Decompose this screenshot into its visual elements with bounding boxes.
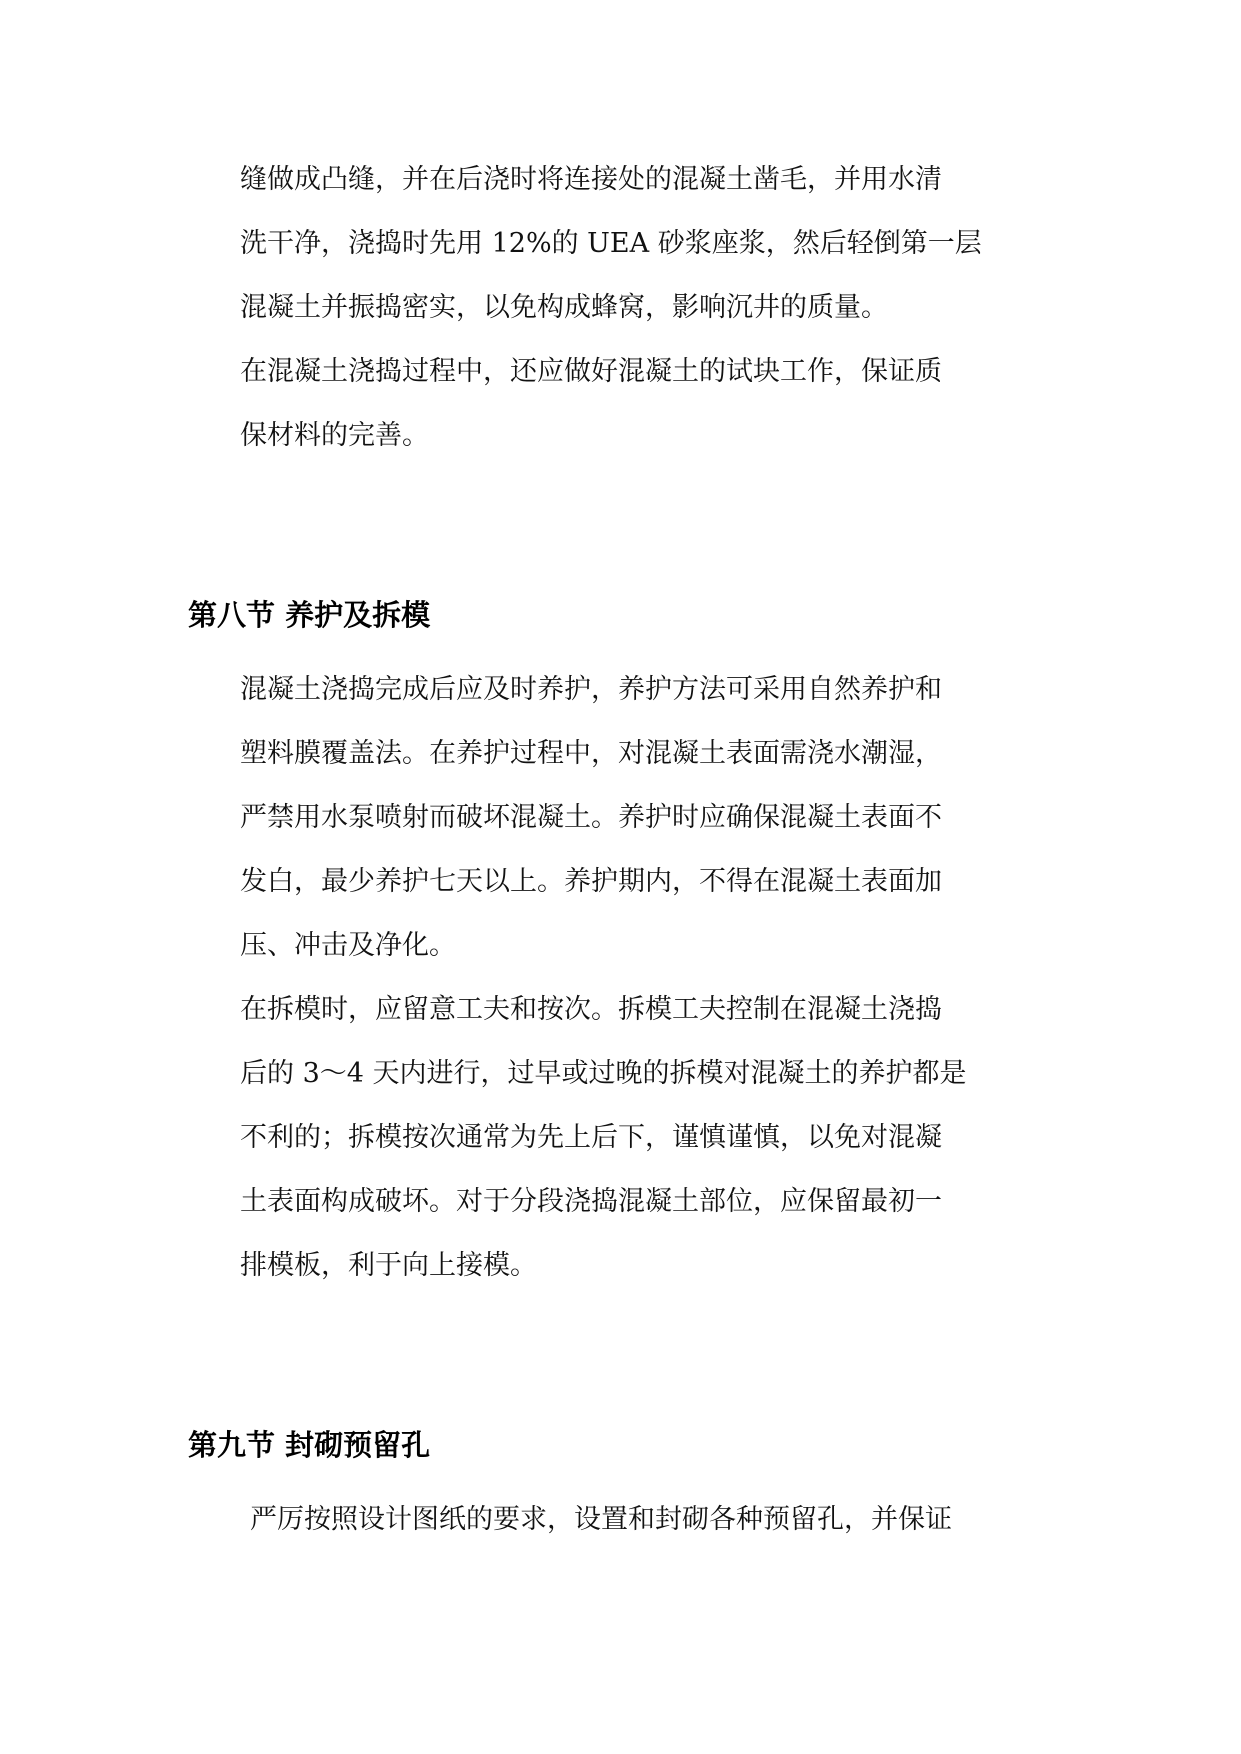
body-text-line: 后的 3～4 天内进行，过早或过晚的拆模对混凝土的养护都是 [240, 1058, 967, 1089]
body-text-line: 压、冲击及净化。 [240, 930, 456, 961]
body-text-line: 在混凝土浇捣过程中，还应做好混凝土的试块工作，保证质 [240, 356, 942, 387]
body-text-line: 土表面构成破坏。对于分段浇捣混凝土部位，应保留最初一 [240, 1186, 942, 1217]
body-text-line: 严厉按照设计图纸的要求，设置和封砌各种预留孔，并保证 [250, 1504, 952, 1535]
body-text-line: 塑料膜覆盖法。在养护过程中，对混凝土表面需浇水潮湿， [240, 738, 942, 769]
body-text-line: 排模板，利于向上接模。 [240, 1250, 537, 1281]
body-text-line: 保材料的完善。 [240, 420, 429, 451]
section-heading: 第九节 封砌预留孔 [188, 1428, 431, 1462]
body-text-line: 混凝土并振捣密实，以免构成蜂窝，影响沉井的质量。 [240, 292, 888, 323]
body-text-line: 发白，最少养护七天以上。养护期内，不得在混凝土表面加 [240, 866, 942, 897]
body-text-line: 混凝土浇捣完成后应及时养护，养护方法可采用自然养护和 [240, 674, 942, 705]
body-text-line: 缝做成凸缝，并在后浇时将连接处的混凝土凿毛，并用水清 [240, 164, 942, 195]
body-text-line: 洗干净，浇捣时先用 12%的 UEA 砂浆座浆，然后轻倒第一层 [240, 228, 982, 259]
body-text-line: 在拆模时，应留意工夫和按次。拆模工夫控制在混凝土浇捣 [240, 994, 942, 1025]
body-text-line: 不利的；拆模按次通常为先上后下，谨慎谨慎，以免对混凝 [240, 1122, 942, 1153]
body-text-line: 严禁用水泵喷射而破坏混凝土。养护时应确保混凝土表面不 [240, 802, 942, 833]
section-heading: 第八节 养护及拆模 [188, 598, 431, 632]
